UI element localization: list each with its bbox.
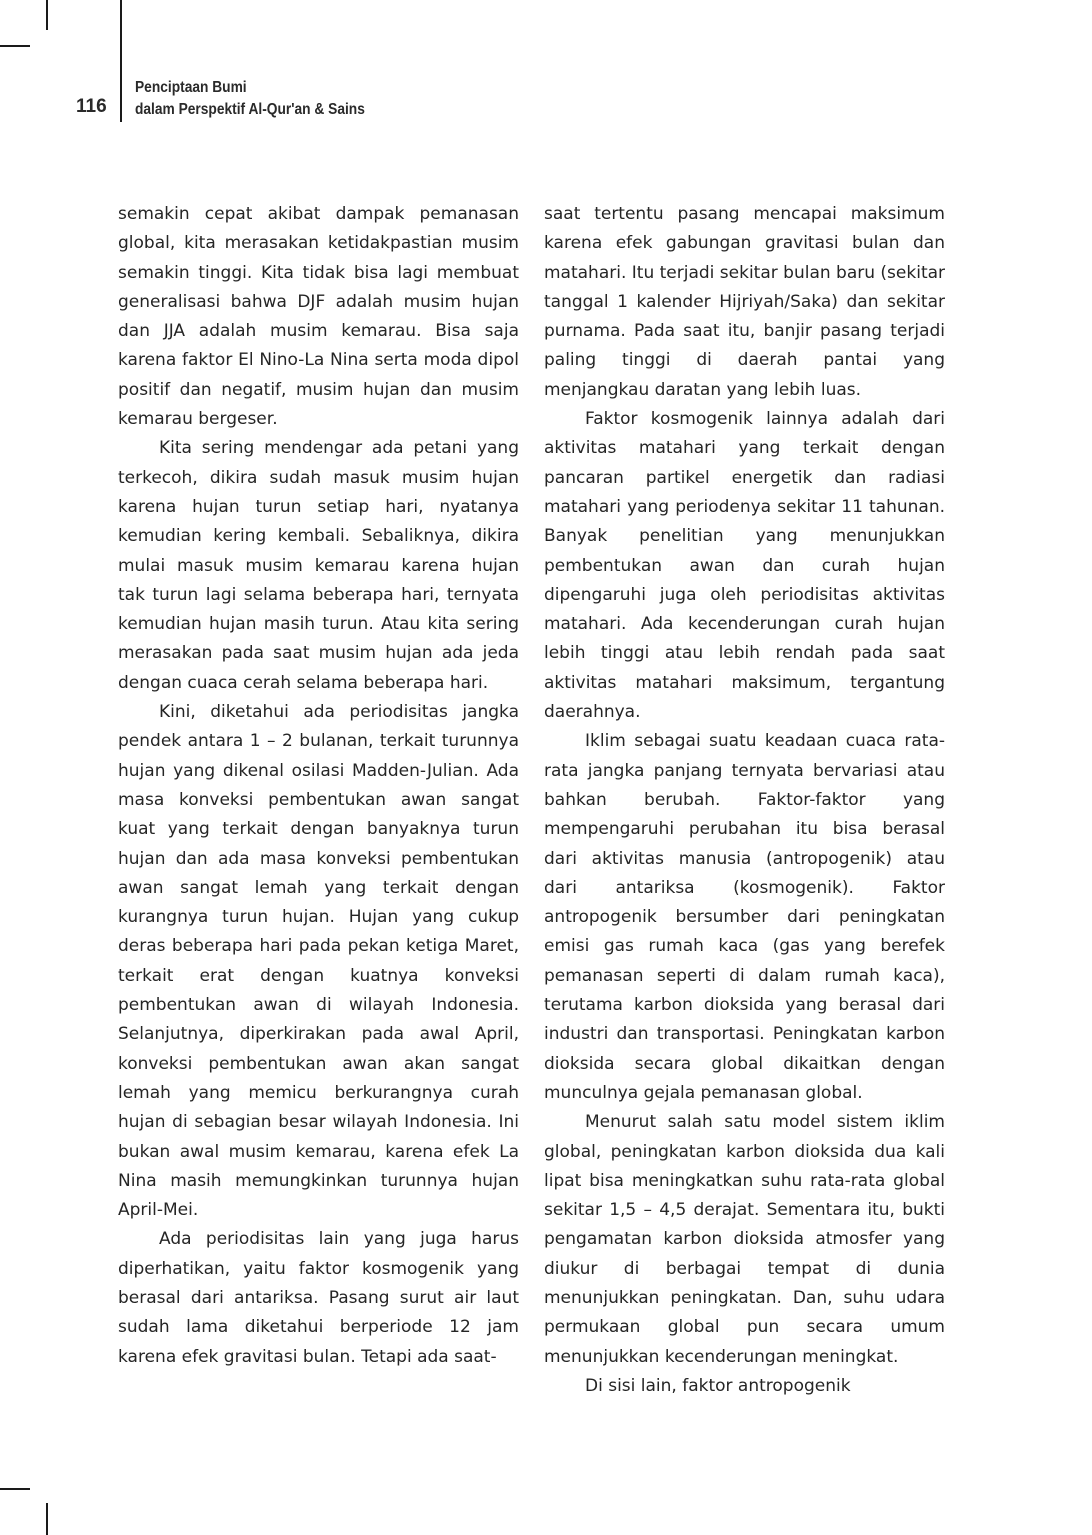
right-column [544,200,945,1401]
crop-mark-bottom-horizontal [0,1488,30,1490]
running-title-line-2: dalam Perspektif Al-Qur'an & Sains [135,101,365,118]
paragraph: Menurut salah satu model sistem iklim global, peningkatan karbon dioksida dua kali lipat bisa meningkatkan suhu rata-rata global sekitar 1,5 – 4,5 derajat. Sementara itu, bukti pengamatan karbon dioksida atmosfer yang diukur di berbagai tempat di dunia menunjukkan peningkatan. Dan, suhu udara permukaan global pun secara umum menunjukkan kecenderungan meningkat. [544,1112,945,1367]
crop-mark-top-horizontal [0,45,30,47]
paragraph: Iklim sebagai suatu keadaan cuaca rata-rata jangka panjang ternyata bervariasi atau bahkan berubah. Faktor-faktor yang mempengaruhi perubahan itu bisa berasal dari aktivitas manusia (antropogenik) atau dari antariksa (kosmogenik). Faktor antropogenik bersumber dari peningkatan emisi gas rumah kaca (gas yang berefek pemanasan seperti di dalam rumah kaca), terutama karbon dioksida yang berasal dari industri dan transportasi. Peningkatan karbon dioksida secara global dikaitkan dengan munculnya gejala pemanasan global. [544,731,945,1103]
paragraph: Di sisi lain, faktor antropogenik [585,1375,851,1396]
running-title-line-1: Penciptaan Bumi [135,79,247,96]
crop-mark-bottom-vertical [46,1503,48,1535]
page-number: 116 [76,96,107,117]
paragraph: Faktor kosmogenik lainnya adalah dari aktivitas matahari yang terkait dengan pancaran partikel energetik dan radiasi matahari yang periodenya sekitar 11 tahunan. Banyak penelitian yang menunjukkan pembentukan awan dan curah hujan dipengaruhi juga oleh periodisitas aktivitas matahari. Ada kecenderungan curah hujan lebih tinggi atau lebih rendah pada saat aktivitas matahari maksimum, tergantung daerahnya. [544,409,945,723]
left-column [118,200,519,1372]
header-divider [120,0,122,122]
paragraph: saat tertentu pasang mencapai maksimum karena efek gabungan gravitasi bulan dan matahari. Itu terjadi sekitar bulan baru (sekitar tanggal 1 kalender Hijriyah/Saka) dan sekitar purnama. Pada saat itu, banjir pasang terjadi paling tinggi di daerah pantai yang menjangkau daratan yang lebih luas. [544,204,946,400]
paragraph: semakin cepat akibat dampak pemanasan global, kita merasakan ketidakpastian musim semakin tinggi. Kita tidak bisa lagi membuat generalisasi bahwa DJF adalah musim hujan dan JJA adalah musim kemarau. Bisa saja karena faktor El Nino-La Nina serta moda dipol positif dan negatif, musim hujan dan musim kemarau bergeser. [118,204,519,430]
paragraph: Kita sering mendengar ada petani yang terkecoh, dikira sudah masuk musim hujan karena hujan turun setiap hari, nyatanya kemudian kering kembali. Sebaliknya, dikira mulai masuk musim kemarau karena hujan tak turun lagi selama beberapa hari, ternyata kemudian hujan masih turun. Atau kita sering merasakan pada saat musim hujan ada jeda dengan cuaca cerah selama beberapa hari. [118,438,519,693]
crop-mark-top-vertical [46,0,48,30]
paragraph: Kini, diketahui ada periodisitas jangka pendek antara 1 – 2 bulanan, terkait turunnya hujan yang dikenal osilasi Madden-Julian. Ada masa konveksi pembentukan awan sangat kuat yang terkait dengan banyaknya turun hujan dan ada masa konveksi pembentukan awan sangat lemah yang terkait dengan kurangnya turun hujan. Hujan yang cukup deras beberapa hari pada pekan ketiga Maret, terkait erat dengan kuatnya konveksi pembentukan awan di wilayah Indonesia. Selanjutnya, diperkirakan pada awal April, konveksi pembentukan awan akan sangat lemah yang memicu berkurangnya curah hujan di sebagian besar wilayah Indonesia. Ini bukan awal musim kemarau, karena efek La Nina masih memungkinkan turunnya hujan April-Mei. [118,702,519,1221]
running-title [135,77,365,121]
paragraph: Ada periodisitas lain yang juga harus diperhatikan, yaitu faktor kosmogenik yang berasal dari antariksa. Pasang surut air laut sudah lama diketahui berperiode 12 jam karena efek gravitasi bulan. Tetapi ada saat- [118,1229,519,1367]
